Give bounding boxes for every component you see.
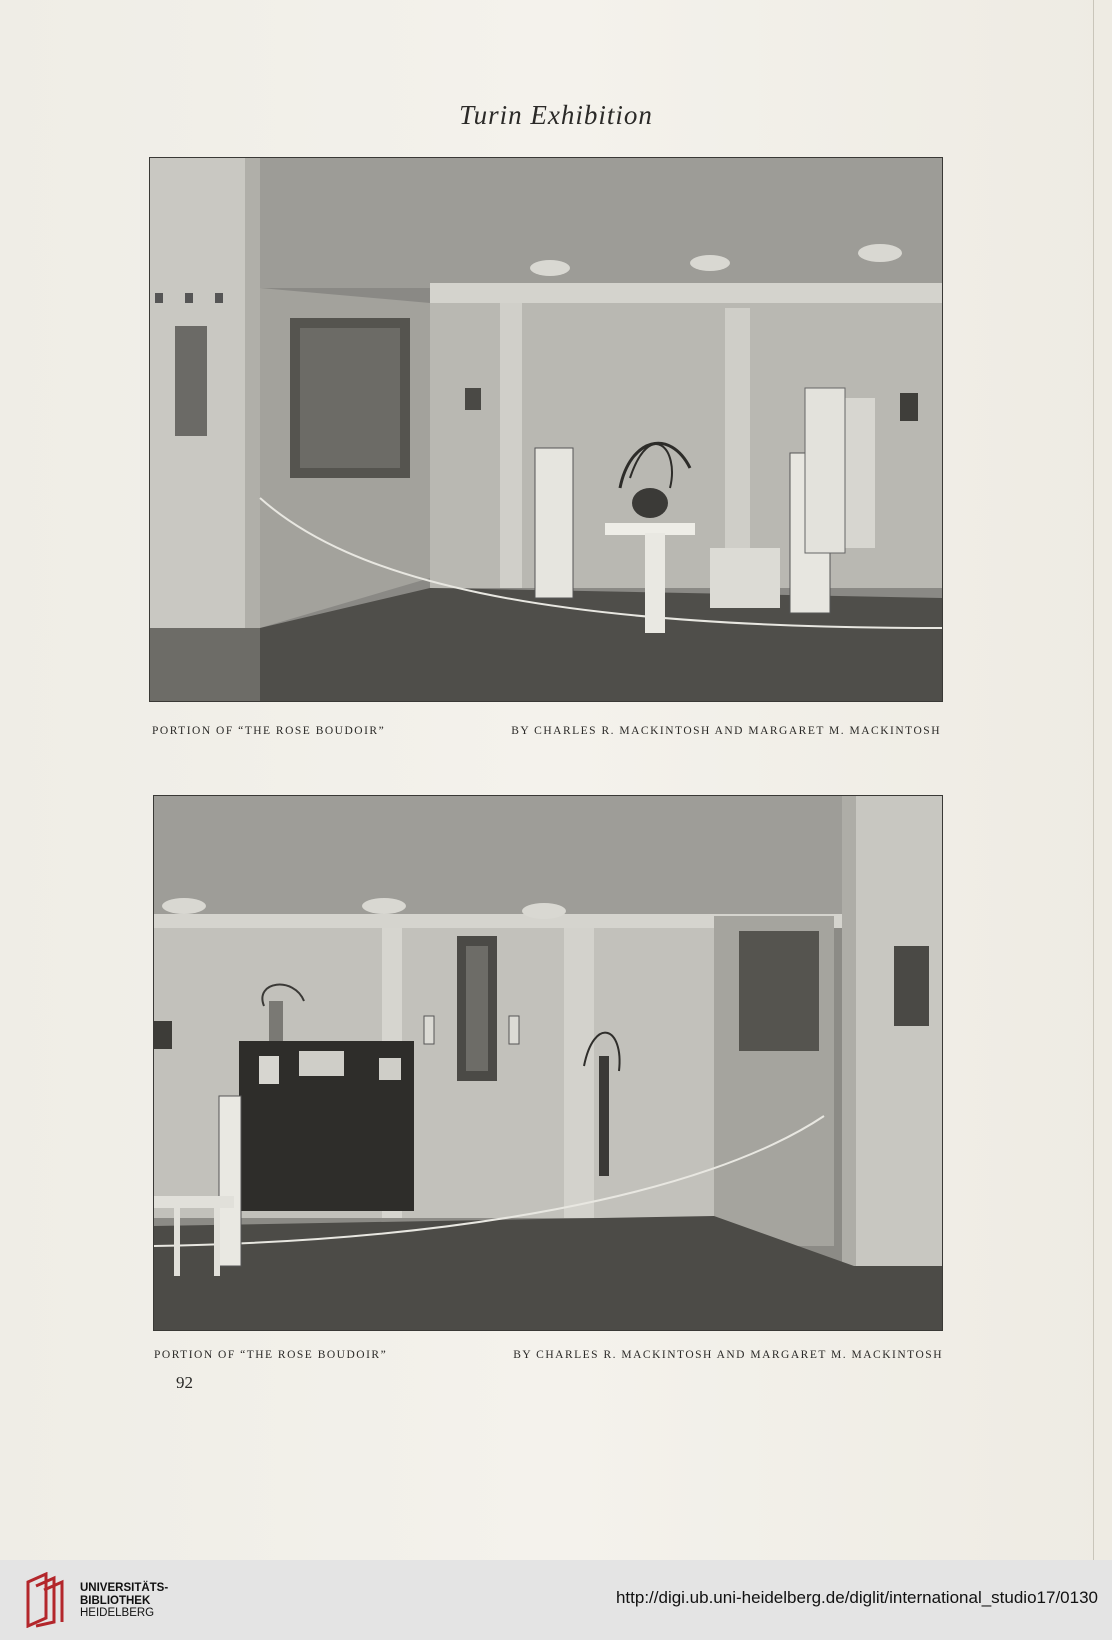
- plate-photo-2: [153, 795, 943, 1331]
- rose-boudoir-photo-2: [154, 796, 942, 1330]
- plate-credit-1: BY CHARLES R. MACKINTOSH AND MARGARET M. MACKINTOSH: [511, 725, 941, 737]
- library-footer: [0, 1560, 1112, 1640]
- plate-credit-2: BY CHARLES R. MACKINTOSH AND MARGARET M. MACKINTOSH: [513, 1349, 943, 1361]
- library-name-line-2: BIBLIOTHEK: [80, 1594, 151, 1607]
- library-name: [80, 1582, 168, 1620]
- running-head: Turin Exhibition: [459, 100, 653, 130]
- page-edge-line: [1093, 0, 1094, 1560]
- rose-boudoir-photo-1: [150, 158, 942, 701]
- library-name-line-3: HEIDELBERG: [80, 1607, 155, 1619]
- page-number: 92: [176, 1373, 193, 1392]
- source-url-link[interactable]: http://digi.ub.uni-heidelberg.de/diglit/international_studio17/0130: [615, 1588, 1098, 1607]
- plate-caption-2: [154, 1349, 943, 1365]
- plate-caption-1: [152, 725, 941, 741]
- library-name-line-1: UNIVERSITÄTS-: [80, 1582, 169, 1594]
- plate-photo-1: [149, 157, 943, 702]
- plate-title-2: PORTION OF “THE ROSE BOUDOIR”: [154, 1349, 388, 1361]
- plate-title-1: PORTION OF “THE ROSE BOUDOIR”: [152, 725, 386, 737]
- heidelberg-library-logo-icon: [22, 1572, 70, 1628]
